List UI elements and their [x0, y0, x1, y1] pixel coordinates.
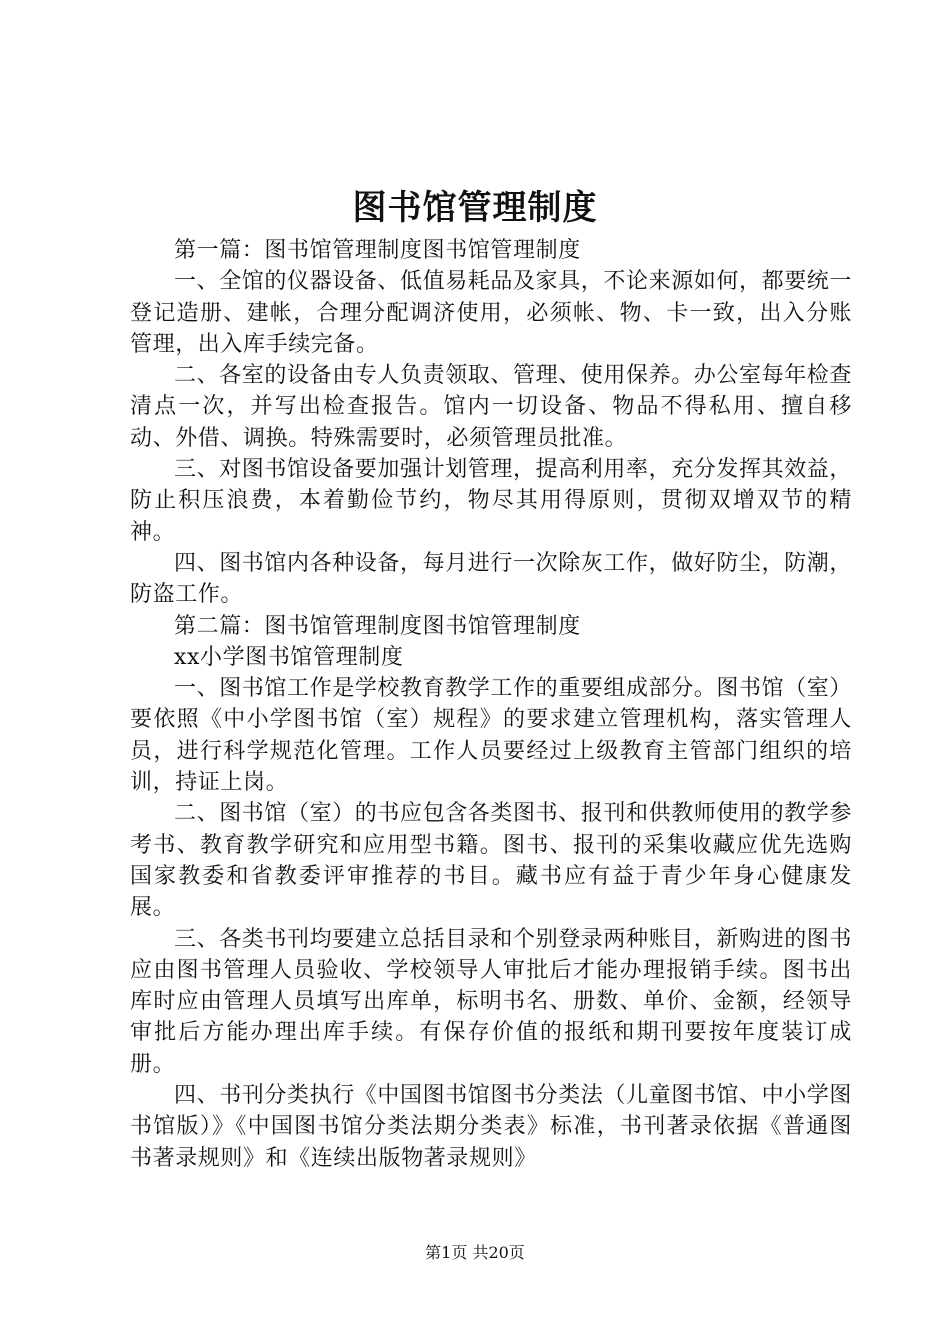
paragraph: 二、各室的设备由专人负责领取、管理、使用保养。办公室每年检查清点一次，并写出检查报告。馆内一切设备、物品不得私用、擅自移动、外借、调换。特殊需要时，必须管理员批准。 — [130, 363, 853, 451]
document-body — [130, 235, 852, 1174]
document-title: 图书馆管理制度 — [352, 188, 598, 228]
paragraph: 三、对图书馆设备要加强计划管理，提高利用率，充分发挥其效益，防止积压浪费，本着勤俭节约，物尽其用得原则，贯彻双增双节的精神。 — [130, 457, 853, 545]
paragraph: 四、图书馆内各种设备，每月进行一次除灰工作，做好防尘，防潮，防盗工作。 — [130, 550, 853, 608]
page-footer: 第1页 共20页 — [425, 1243, 525, 1262]
paragraph: 一、图书馆工作是学校教育教学工作的重要组成部分。图书馆（室）要依照《中小学图书馆（室）规程》的要求建立管理机构，落实管理人员，进行科学规范化管理。工作人员要经过上级教育主管部门组织的培训，持证上岗。 — [130, 676, 853, 796]
paragraph: 四、书刊分类执行《中国图书馆图书分类法（儿童图书馆、中小学图书馆版）》《中国图书馆分类法期分类表》标准，书刊著录依据《普通图书著录规则》和《连续出版物著录规则》 — [130, 1083, 853, 1171]
paragraph: 三、各类书刊均要建立总括目录和个别登录两种账目，新购进的图书应由图书管理人员验收、学校领导人审批后才能办理报销手续。图书出库时应由管理人员填写出库单，标明书名、册数、单价、金额，经领导审批后方能办理出库手续。有保存价值的报纸和期刊要按年度装订成册。 — [130, 926, 853, 1077]
paragraph: 二、图书馆（室）的书应包含各类图书、报刊和供教师使用的教学参考书、教育教学研究和应用型书籍。图书、报刊的采集收藏应优先选购国家教委和省教委评审推荐的书目。藏书应有益于青少年身心健康发展。 — [130, 801, 853, 921]
paragraph: 一、全馆的仪器设备、低值易耗品及家具，不论来源如何，都要统一登记造册、建帐，合理分配调济使用，必须帐、物、卡一致，出入分账管理，出入库手续完备。 — [130, 269, 853, 357]
section-heading-1: 第一篇：图书馆管理制度图书馆管理制度 — [174, 238, 581, 263]
subsection-heading: xx小学图书馆管理制度 — [174, 644, 404, 670]
section-heading-2: 第二篇：图书馆管理制度图书馆管理制度 — [174, 613, 581, 639]
